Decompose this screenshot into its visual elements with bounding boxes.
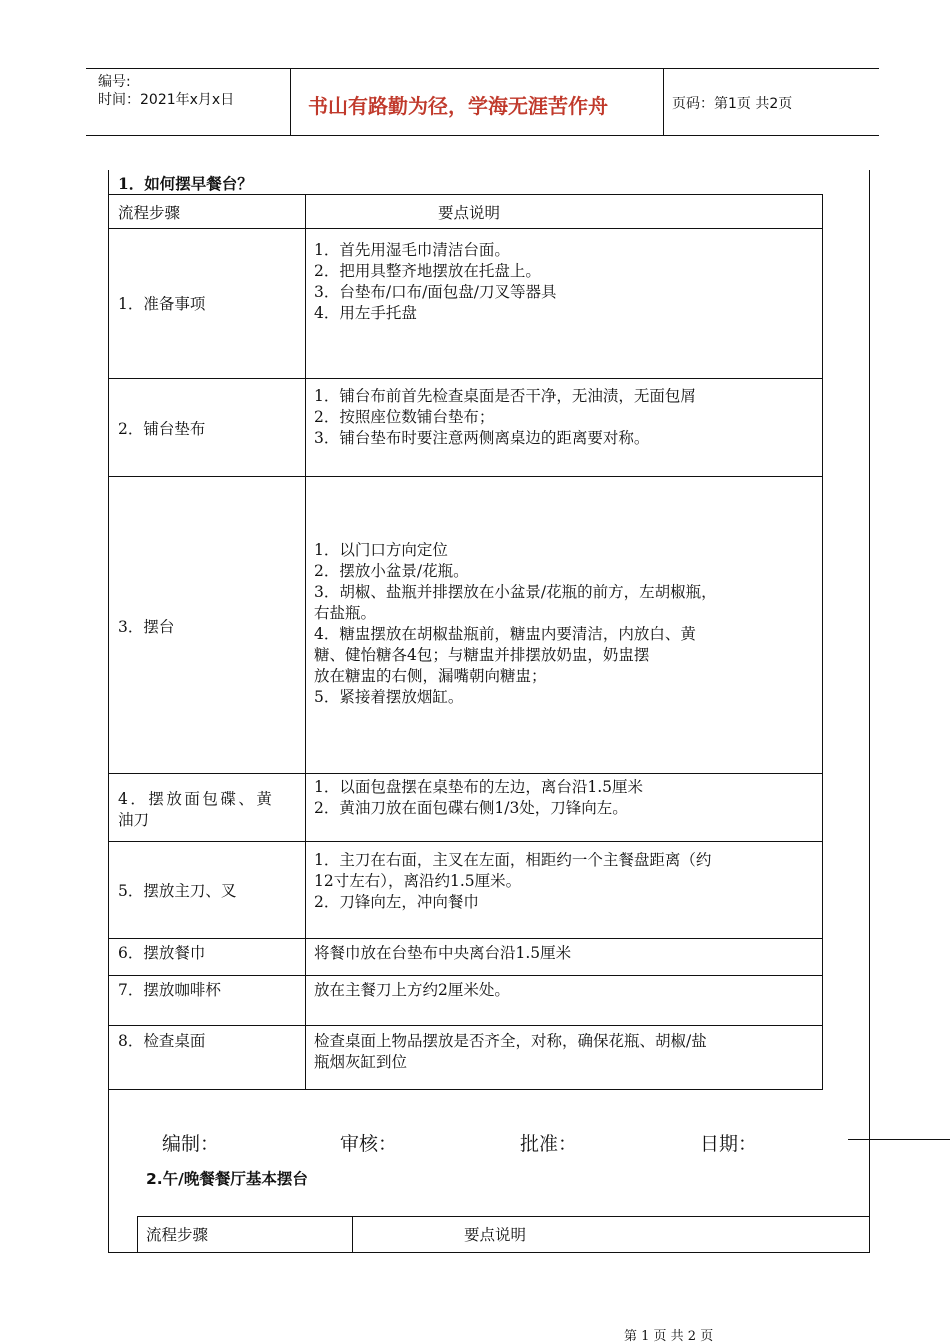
points-cell: 1．以门口方向定位 2．摆放小盆景/花瓶。 3．胡椒、盐瓶并排摆放在小盆景/花瓶的前方，左胡椒瓶， 右盐瓶。 4．糖盅摆放在胡椒盐瓶前，糖盅内要清洁，内放白、黄 糖、健怡糖各4包；与糖盅并排摆放奶盅，奶盅摆 放在糖盅的右侧，漏嘴朝向糖盅； 5．紧接着摆放烟缸。 — [314, 541, 717, 706]
step-cell: 1．准备事项 — [118, 295, 206, 313]
column-header-points: 要点说明 — [438, 204, 501, 222]
column-header-step: 流程步骤 — [146, 1226, 209, 1244]
column-header-points: 要点说明 — [464, 1226, 527, 1244]
date-label: 日期： — [700, 1133, 758, 1155]
step-cell: 5．摆放主刀、叉 — [118, 882, 237, 900]
page-footer: 第 1 页 共 2 页 — [624, 1329, 714, 1344]
column-header-step: 流程步骤 — [118, 204, 181, 222]
reviewed-by-label: 审核： — [340, 1133, 398, 1155]
outer-frame-left — [108, 170, 109, 1253]
document-date-label: 时间：2021年x月x日 — [98, 92, 235, 108]
points-cell: 1．首先用湿毛巾清洁台面。 2．把用具整齐地摆放在托盘上。 3．台垫布/口布/面包盘/刀叉等器具 4．用左手托盘 — [314, 241, 557, 322]
outer-frame-right — [869, 170, 870, 1253]
step-cell: 2．铺台垫布 — [118, 420, 206, 438]
document-number-label: 编号: — [98, 74, 131, 90]
header-motto: 书山有路勤为径，学海无涯苦作舟 — [308, 94, 608, 118]
section-title: 1．如何摆早餐台？ — [118, 174, 253, 193]
compiled-by-label: 编制： — [162, 1133, 220, 1155]
step-cell: 8．检查桌面 — [118, 1032, 206, 1050]
points-cell: 1．主刀在右面，主叉在左面，相距约一个主餐盘距离（约 12寸左右），离沿约1.5厘米。 2．刀锋向左，冲向餐巾 — [314, 851, 712, 911]
step-cell: 4．摆放面包碟、黄 油刀 — [118, 790, 275, 829]
points-cell: 将餐巾放在台垫布中央离台沿1.5厘米 — [314, 944, 572, 962]
step-cell: 6．摆放餐巾 — [118, 944, 206, 962]
side-rule — [848, 1139, 950, 1140]
points-cell: 放在主餐刀上方约2厘米处。 — [314, 981, 510, 999]
points-cell: 1．铺台布前首先检查桌面是否干净，无油渍，无面包屑 2．按照座位数铺台垫布； 3．铺台垫布时要注意两侧离桌边的距离要对称。 — [314, 387, 696, 447]
approved-by-label: 批准： — [520, 1133, 578, 1155]
points-cell: 1．以面包盘摆在桌垫布的左边，离台沿1.5厘米 2．黄油刀放在面包碟右侧1/3处，刀锋向左。 — [314, 778, 644, 817]
outer-frame-bottom — [108, 1252, 870, 1253]
step-cell: 3．摆台 — [118, 618, 175, 636]
step-cell: 7．摆放咖啡杯 — [118, 981, 221, 999]
section-title: 2.午/晚餐餐厅基本摆台 — [146, 1170, 308, 1188]
points-cell: 检查桌面上物品摆放是否齐全，对称，确保花瓶、胡椒/盐 瓶烟灰缸到位 — [314, 1032, 707, 1071]
header-page-info: 页码：第1页 共2页 — [672, 96, 793, 112]
